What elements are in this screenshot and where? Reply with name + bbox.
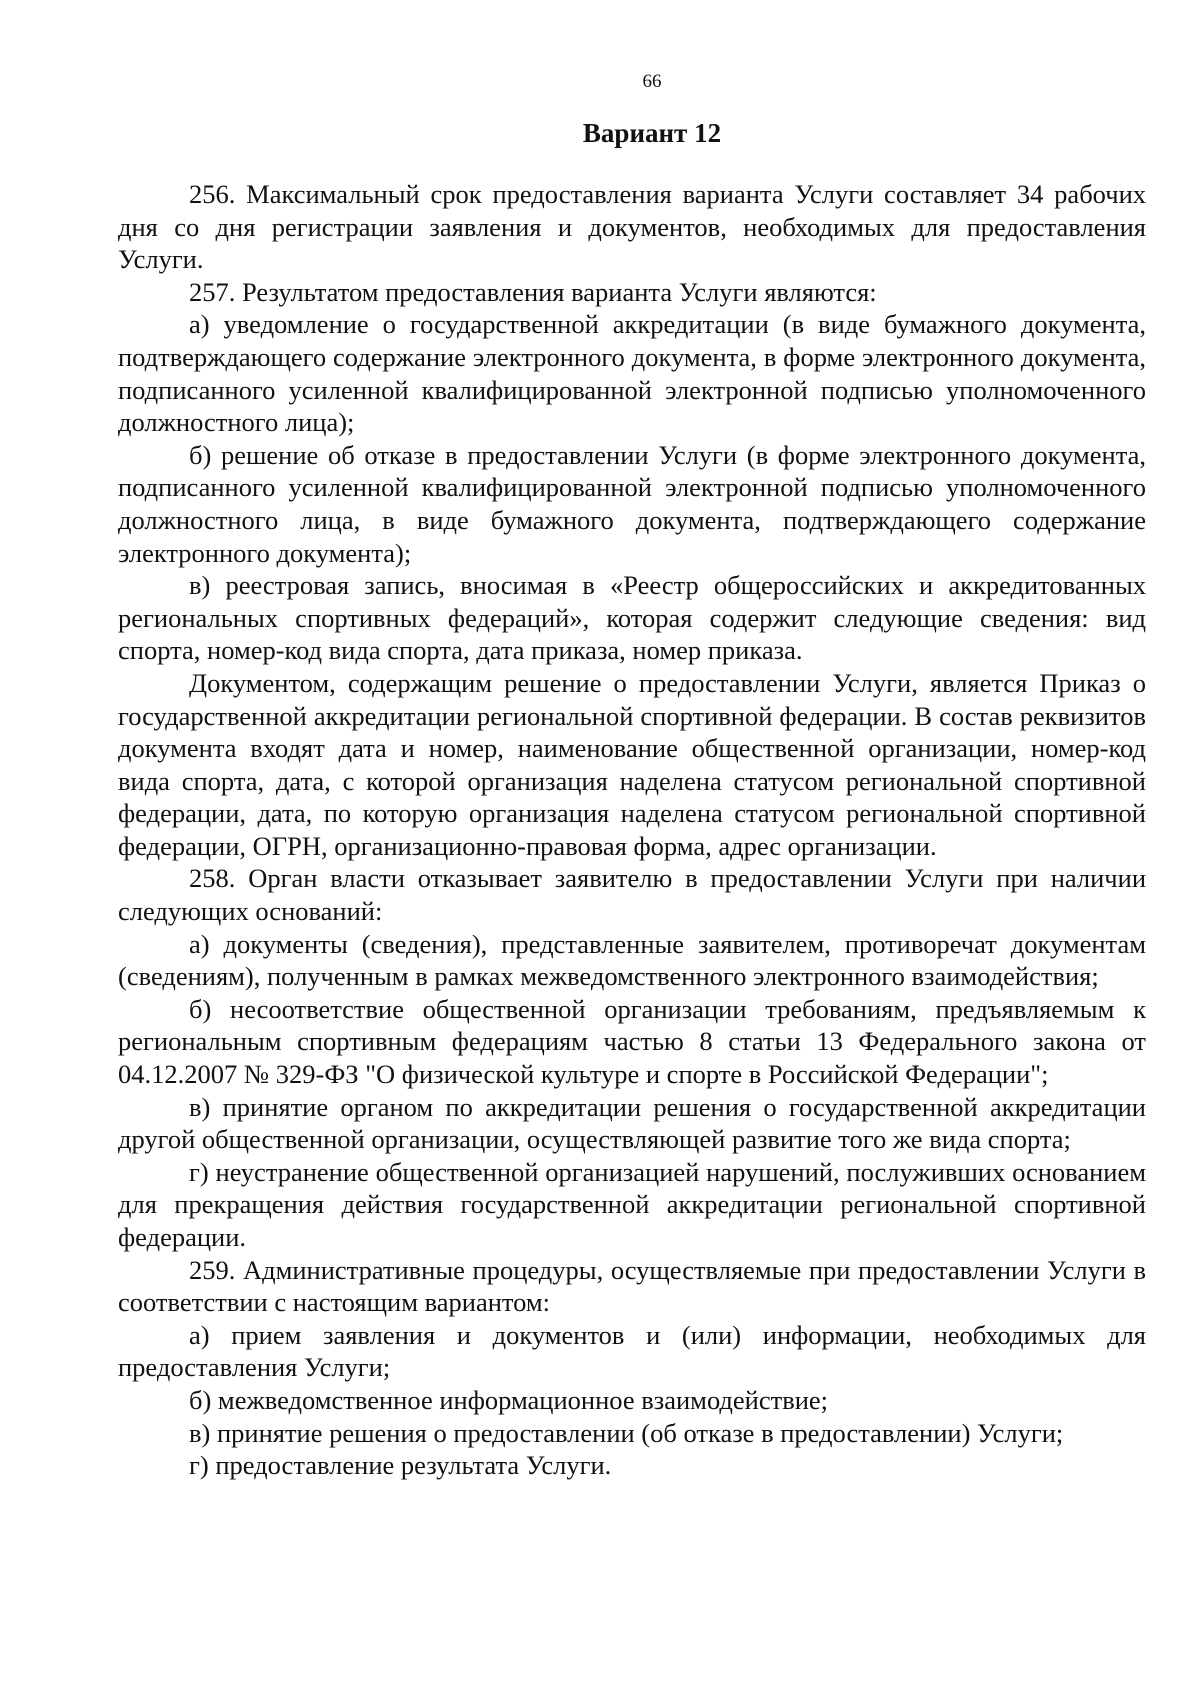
paragraph-259-g: г) предоставление результата Услуги. [189, 1450, 612, 1481]
section-title: Вариант 12 [582, 118, 722, 148]
paragraph-257-v: в) реестровая запись, вносимая в «Реестр общероссийских и аккредитованных региональных спортивных федераций», которая содержит следующие сведения: вид спорта, номер-код вида спорта, дата приказа, номер приказа. [118, 570, 1146, 666]
paragraph-258-v: в) принятие органом по аккредитации решения о государственной аккредитации другой общественной организации, осуществляющей развитие того же вида спорта; [118, 1091, 1146, 1155]
paragraph-259-b: б) межведомственное информационное взаимодействие; [189, 1384, 829, 1415]
paragraph-259-a: а) прием заявления и документов и (или) информации, необходимых для предоставления Услуги; [118, 1319, 1146, 1383]
paragraph-257-a: а) уведомление о государственной аккредитации (в виде бумажного документа, подтверждающего содержание электронного документа, в форме электронного документа, подписанного усиленной квалифицированной электронной подписью уполномоченного должностного лица); [118, 309, 1146, 438]
page-number: 66 [642, 71, 662, 92]
document-page [118, 68, 1146, 1482]
paragraph-256: 256. Максимальный срок предоставления варианта Услуги составляет 34 рабочих дня со дня регистрации заявления и документов, необходимых для предоставления Услуги. [118, 179, 1146, 275]
paragraph-257: 257. Результатом предоставления варианта Услуги являются: [189, 276, 877, 307]
paragraph-259: 259. Административные процедуры, осуществляемые при предоставлении Услуги в соответствии с настоящим вариантом: [118, 1254, 1146, 1318]
paragraph-258-b: б) несоответствие общественной организации требованиям, предъявляемым к региональным спортивным федерациям частью 8 статьи 13 Федерального закона от 04.12.2007 № 329-ФЗ "О физической культуре и спорте в Российской Федерации"; [118, 993, 1146, 1090]
paragraph-258-a: а) документы (сведения), представленные заявителем, противоречат документам (сведениям), полученным в рамках межведомственного электронного взаимодействия; [118, 928, 1146, 992]
paragraph-259-v: в) принятие решения о предоставлении (об отказе в предоставлении) Услуги; [189, 1417, 1064, 1448]
paragraph-257-document: Документом, содержащим решение о предоставлении Услуги, является Приказ о государственной аккредитации региональной спортивной федерации. В состав реквизитов документа входят дата и номер, наименование общественной организации, номер-код вида спорта, дата, с которой организация наделена статусом региональной спортивной федерации, дата, по которую организация наделена статусом региональной спортивной федерации, ОГРН, организационно-правовая форма, адрес организации. [118, 667, 1146, 861]
paragraph-258: 258. Орган власти отказывает заявителю в предоставлении Услуги при наличии следующих оснований: [118, 863, 1146, 927]
paragraph-258-g: г) неустранение общественной организацией нарушений, послуживших основанием для прекращения действия государственной аккредитации региональной спортивной федерации. [118, 1156, 1146, 1252]
paragraph-257-b: б) решение об отказе в предоставлении Услуги (в форме электронного документа, подписанного усиленной квалифицированной электронной подписью уполномоченного должностного лица, в виде бумажного документа, подтверждающего содержание электронного документа); [118, 439, 1146, 568]
